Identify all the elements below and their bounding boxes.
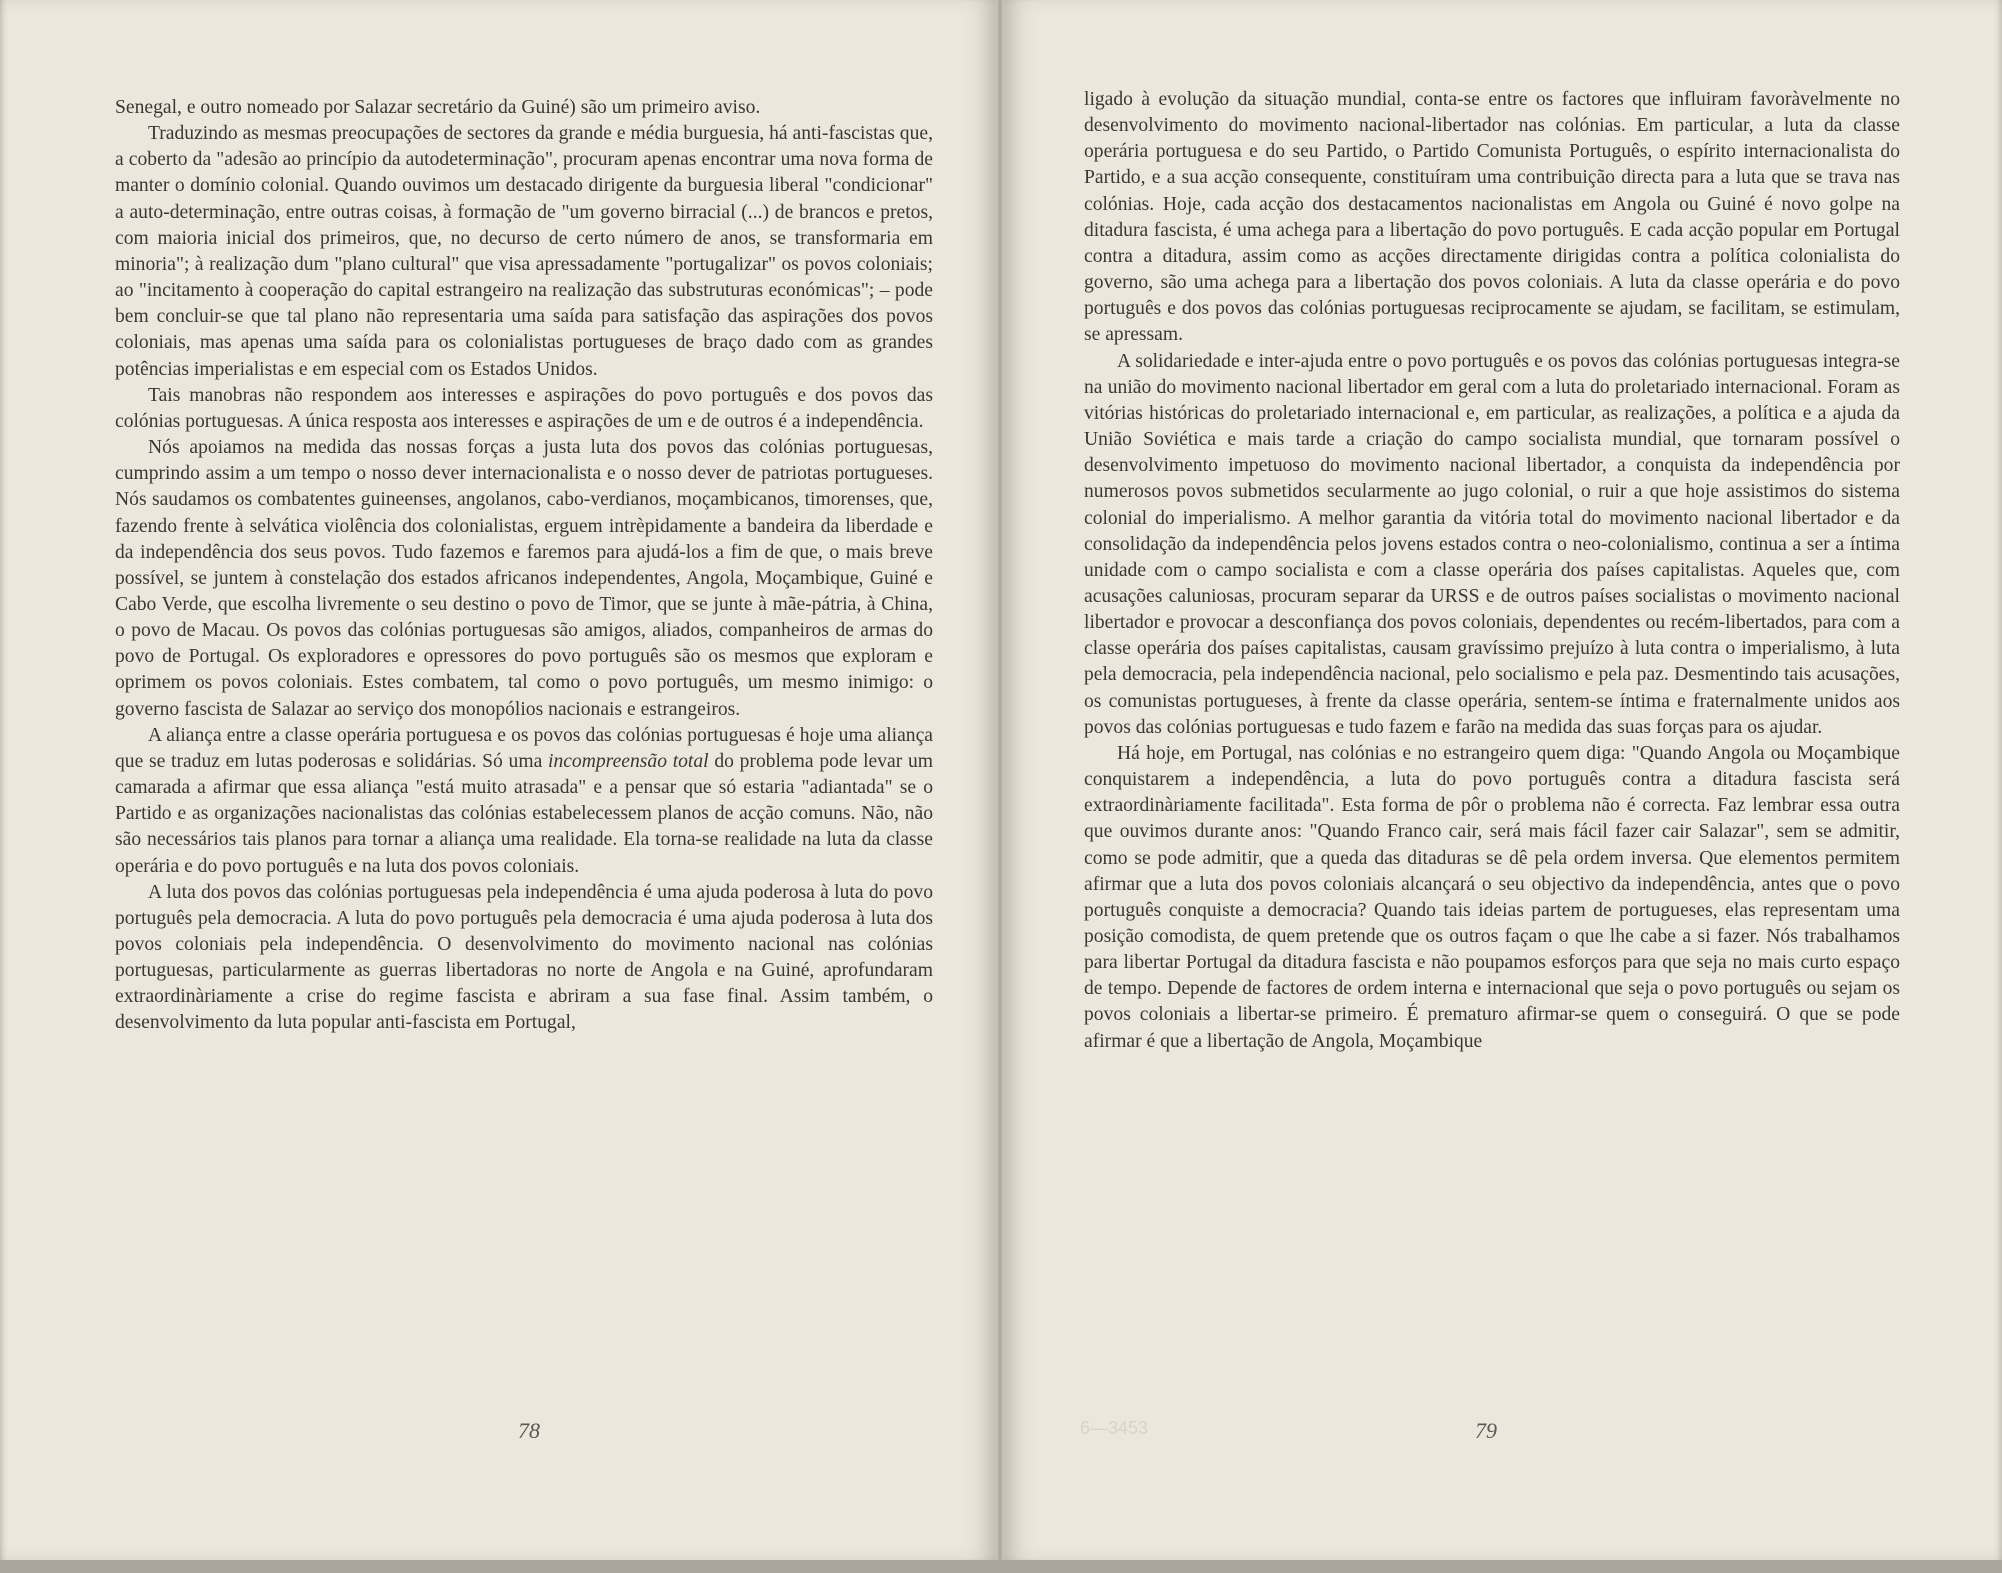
paragraph: A solidariedade e inter-ajuda entre o povo português e os povos das colónias portuguesas integra-se na união do movimento nacional libertador em geral com a luta do proletariado internacional. Foram as vitórias históricas do proletariado internacional e, em particular, as realizações, a política e a ajuda da União Soviética e mais tarde a criação do campo socialista mundial, que tornaram possível o desenvolvimento impetuoso do movimento nacional libertador, a conquista da independência por numerosos povos submetidos secularmente ao jugo colonial, o ruir a que hoje assistimos do sistema colonial do imperialismo. A melhor garantia da vitória total do movimento nacional libertador e da consolidação da independência pelos jovens estados contra o neo-colonialismo, continua a ser a íntima unidade com o campo socialista e com a classe operária dos países capitalistas. Aqueles que, com acusações caluniosas, procuram separar da URSS e de outros países socialistas o movimento nacional libertador e provocar a desconfiança dos povos coloniais, dependentes ou recém-libertados, para com a classe operária dos países capitalistas, causam gravíssimo prejuízo à luta contra o imperialismo, à luta pela democracia, pela independência nacional, pelo socialismo e pela paz. Desmentindo tais acusações, os comunistas portugueses, à frente da classe operária, sentem-se íntima e fraternalmente unidos aos povos das colónias portuguesas e tudo fazem e farão na medida das suas forças para os ajudar. (1084, 350, 1900, 738)
book-gutter (996, 0, 1004, 1560)
page-number: 78 (518, 1418, 540, 1443)
scan-edge (0, 1560, 2002, 1573)
page-number: 79 (1475, 1418, 1497, 1443)
paragraph: Senegal, e outro nomeado por Salazar secretário da Guiné) são um primeiro aviso. (115, 97, 761, 118)
paragraph: Há hoje, em Portugal, nas colónias e no estrangeiro quem diga: "Quando Angola ou Moçambique conquistarem a independência, a luta do povo português contra a ditadura fascista será extraordinàriamente facilitada". Esta forma de pôr o problema não é correcta. Faz lembrar essa outra que ouvimos durante anos: "Quando Franco cair, será mais fácil fazer cair Salazar", sem se admitir, como se pode admitir, que a queda das ditaduras se dê pela ordem inversa. Que elementos permitem afirmar que a luta dos povos coloniais alcançará o seu objectivo da independência, antes que o povo português conquiste a democracia? Quando tais ideias partem de portugueses, elas representam uma posição comodista, de quem pretende que os outros façam o que lhe cabe a si fazer. Nós trabalhamos para libertar Portugal da ditadura fascista e não poupamos esforços para que seja no mais curto espaço de tempo. Depende de factores de ordem interna e internacional que seja o povo português ou sejam os povos coloniais a libertar-se primeiro. É prematuro afirmar-se quem o conseguirá. O que se pode afirmar é que a libertação de Angola, Moçambique (1084, 742, 1900, 1052)
right-page-text (1084, 87, 1900, 1055)
paragraph: ligado à evolução da situação mundial, conta-se entre os factores que influiram favoràvelmente no desenvolvimento do movimento nacional-libertador nas colónias. Em particular, a luta da classe operária portuguesa e do seu Partido, o Partido Comunista Português, o espírito internacionalista do Partido, e a sua acção consequente, constituíram uma contribuição directa para a luta que se trava nas colónias. Hoje, cada acção dos destacamentos nacionalistas em Angola ou Guiné é novo golpe na ditadura fascista, é uma achega para a libertação do povo português. E cada acção popular em Portugal contra a ditadura, assim como as acções directamente dirigidas contra a política colonialista do governo, são uma achega para a libertação dos povos coloniais. A luta da classe operária e do povo português e dos povos das colónias portuguesas reciprocamente se ajudam, se facilitam, se estimulam, se apressam. (1084, 89, 1900, 346)
printer-mark: 6—3453 (1080, 1418, 1149, 1438)
paragraph: Tais manobras não respondem aos interesses e aspirações do povo português e dos povos das colónias portuguesas. A única resposta aos interesses e aspirações de um e de outros é a independência. (115, 384, 933, 432)
paragraph (115, 723, 933, 880)
paragraph-text: do problema pode levar um camarada a afirmar que essa aliança "está muito atrasada" e a pensar que só estaria "adiantada" se o Partido e as organizações nacionalistas das colónias estabelecessem planos de acção comuns. Não, não são necessários tais planos para tornar a aliança uma realidade. Ela torna-se realidade na luta da classe operária e do povo português e na luta dos povos coloniais. (115, 750, 934, 877)
paragraph: Traduzindo as mesmas preocupações de sectores da grande e média burguesia, há anti-fascistas que, a coberto da "adesão ao princípio da autodeterminação", procuram apenas encontrar uma nova forma de manter o domínio colonial. Quando ouvimos um destacado dirigente da burguesia liberal "condicionar" a auto-determinação, entre outras coisas, à formação de "um governo birracial (...) de brancos e pretos, com maioria inicial dos primeiros, que, no decurso de certo número de anos, se transformaria em minoria"; à realização dum "plano cultural" que visa apressadamente "portugalizar" os povos coloniais; ao "incitamento à cooperação do capital estrangeiro na realização das substruturas económicas"; – pode bem concluir-se que tal plano não representaria uma saída para satisfação das aspirações dos povos coloniais, mas apenas uma saída para os colonialistas portugueses de braço dado com as grandes potências imperialistas e em especial com os Estados Unidos. (115, 123, 933, 380)
right-page (1000, 0, 2002, 1560)
paragraph: A luta dos povos das colónias portuguesas pela independência é uma ajuda poderosa à luta do povo português pela democracia. A luta do povo português pela democracia é uma ajuda poderosa à luta dos povos coloniais pela independência. O desenvolvimento do movimento nacional nas colónias portuguesas, particularmente as guerras libertadoras no norte de Angola e na Guiné, aprofundaram extraordinàriamente a crise do regime fascista e abriram a sua fase final. Assim também, o desenvolvimento da luta popular anti-fascista em Portugal, (115, 881, 933, 1034)
left-page-text (115, 95, 933, 1037)
paragraph-text: A aliança entre a classe operária portuguesa e os povos das colónias portuguesas é hoje uma aliança que se traduz em lutas poderosas e solidárias. Só uma (115, 724, 933, 772)
left-page (0, 0, 1000, 1560)
emphasized-phrase: incompreensão total (548, 750, 709, 772)
paragraph: Nós apoiamos na medida das nossas forças a justa luta dos povos das colónias portuguesas, cumprindo assim a um tempo o nosso dever internacionalista e o nosso dever de patriotas portugueses. Nós saudamos os combatentes guineenses, angolanos, cabo-verdianos, moçambicanos, timorenses, que, fazendo frente à selvática violência dos colonialistas, erguem intrèpidamente a bandeira da liberdade e da independência dos seus povos. Tudo fazemos e faremos para ajudá-los a fim de que, o mais breve possível, se juntem à constelação dos estados africanos independentes, Angola, Moçambique, Guiné e Cabo Verde, que escolha livremente o seu destino o povo de Timor, que se junte à mãe-pátria, à China, o povo de Macau. Os povos das colónias portuguesas são amigos, aliados, companheiros de armas do povo de Portugal. Os exploradores e opressores do povo português são os mesmos que exploram e oprimem os povos coloniais. Estes combatem, tal como o povo português, um mesmo inimigo: o governo fascista de Salazar ao serviço dos monopólios nacionais e estrangeiros. (115, 437, 933, 720)
